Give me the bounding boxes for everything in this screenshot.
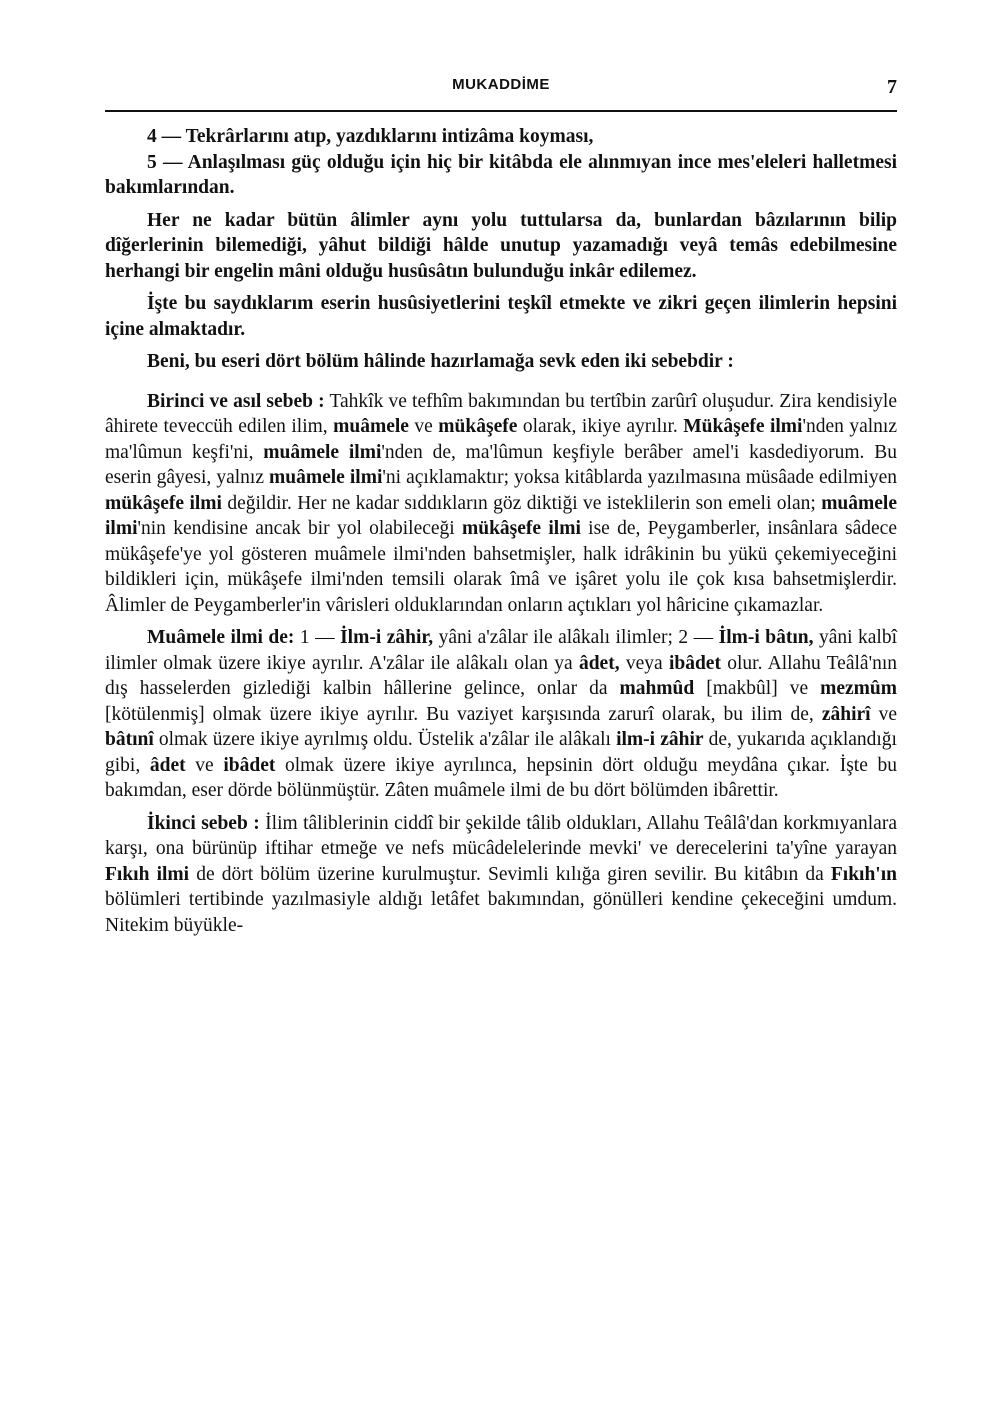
bold-text-run: âdet, xyxy=(578,652,620,674)
bold-text-run: mükâşefe ilmi xyxy=(462,518,581,539)
bold-text-run: mükâşefe xyxy=(438,416,518,437)
bold-text-run: İşte bu saydıklarım eserin husûsiyetlerini teşkîl etmekte ve zikri geçen ilimlerin hepsini içine almaktadır. xyxy=(105,293,897,340)
bold-text-run: Beni, bu eseri dört bölüm hâlinde hazırlamağa sevk eden iki sebebdir : xyxy=(147,351,734,372)
bold-text-run: Muâmele ilmi de: xyxy=(147,627,295,648)
bold-text-run: muâmele ilmi xyxy=(269,467,383,488)
text-run: ve xyxy=(185,754,224,776)
bold-text-run: Fıkıh'ın xyxy=(830,863,897,885)
bold-text-run: mezmûm xyxy=(820,678,897,699)
text-run: ise de, Peygamberler, insânlara sâdece mükâşefe'ye yol gösteren muâmele ilmi'nden bahsetmişler, halk idrâkinin bu yükü çekemiyeceğini bildikleri için, mükâşefe ilmi'nden temsili olarak îmâ ve işâret yolu ile çok kısa bahsetmişlerdir. Âlimler de Peygamberler'in vârisleri olduklarından onların açtıkları yol hâricine çıkamazlar. xyxy=(105,518,897,616)
text-run: yâni kalbî ilimler olmak üzere ikiye ayrılır. A'zâlar ile alâkalı olan ya xyxy=(105,627,897,674)
paragraph-item-5 xyxy=(105,150,897,201)
paragraph-second-reason xyxy=(105,811,897,939)
text-run: veya xyxy=(619,652,669,674)
bold-text-run: mükâşefe ilmi xyxy=(105,492,222,514)
paragraph xyxy=(105,208,897,285)
bold-text-run: Birinci ve asıl sebeb : xyxy=(147,390,325,412)
bold-text-run: 4 — Tekrârlarını atıp, yazdıklarını intizâma koyması, xyxy=(147,126,594,147)
paragraph-first-reason xyxy=(105,389,897,619)
paragraph-item-4 xyxy=(105,124,897,150)
bold-text-run: Her ne kadar bütün âlimler aynı yolu tuttularsa da, bunlardan bâzılarının bilip dîğerlerinin bilemediği, yâhut bildiği hâlde unutup yazamadığı veyâ temâs edebilmesine herhangi bir engelin mâni olduğu husûsâtın bulunduğu inkâr edilemez. xyxy=(105,209,897,282)
text-run: değildir. Her ne kadar sıddıkların göz diktiği ve isteklilerin son emeli olan; xyxy=(221,492,822,514)
text-run: 1 — xyxy=(294,627,341,648)
header-rule xyxy=(105,110,897,112)
text-run: olmak üzere ikiye ayrılmış oldu. Üstelik a'zâlar ile alâkalı xyxy=(153,729,617,750)
text-run: de dört bölüm üzerine kurulmuştur. Sevimli kılığa giren sevilir. Bu kitâbın da xyxy=(189,863,831,885)
text-run: yâni a'zâlar ile alâkalı ilimler; 2 — xyxy=(433,627,719,648)
text-run: bölümleri tertibinde yazılmasiyle aldığı letâfet bakımından, gönülleri kendine çekeceğini umdum. Nitekim büyükle- xyxy=(105,889,897,936)
text-run: ve xyxy=(870,703,898,725)
bold-text-run: İlm-i zâhir, xyxy=(340,627,434,648)
text-run: [kötülenmiş] olmak üzere ikiye ayrılır. Bu vaziyet karşısında zarurî olarak, bu ilim de, xyxy=(105,703,822,725)
bold-text-run: muâmele ilmi xyxy=(263,441,382,463)
text-run: 'nin kendisine ancak bir yol olabileceği xyxy=(137,518,462,539)
header-title: MUKADDİME xyxy=(452,76,550,93)
text-run: İlim tâliblerinin ciddî bir şekilde tâlib oldukları, Allahu Teâlâ'dan korkmıyanlara karşı, ona bürünüp iftihar etmeğe ve nefs mücâdelelerinde mevki' ve derecelerini ta'yîne yarayan xyxy=(105,812,897,859)
bold-text-run: Mükâşefe ilmi xyxy=(683,416,803,437)
bold-text-run: mahmûd xyxy=(619,678,695,699)
bold-text-run: ilm-i zâhir xyxy=(616,729,704,750)
text-run: olmak üzere ikiye ayrılınca, hepsinin dört olduğu meydâna çıkar. İşte bu bakımdan, eser dörde bölünmüştür. Zâten muâmele ilmi de bu dört bölümden ibârettir. xyxy=(105,754,898,801)
bold-text-run: bâtınî xyxy=(105,729,154,750)
bold-text-run: ibâdet xyxy=(223,754,276,776)
body-text xyxy=(105,124,897,938)
bold-text-run: Fıkıh ilmi xyxy=(105,863,190,885)
text-run: [makbûl] ve xyxy=(694,678,821,699)
bold-text-run: İkinci sebeb : xyxy=(147,812,260,834)
bold-text-run: İlm-i bâtın, xyxy=(718,627,814,648)
bold-text-run: âdet xyxy=(149,754,186,776)
bold-text-run: 5 — Anlaşılması güç olduğu için hiç bir kitâbda ele alınmıyan ince mes'eleleri halletmesi bakımlarından. xyxy=(105,151,897,198)
bold-text-run: ibâdet xyxy=(668,652,721,674)
text-run: ve xyxy=(408,416,439,437)
text-run: 'nden yalnız ma'lûmun keşfi'ni, xyxy=(105,416,897,463)
text-run: Tahkîk ve tefhîm bakımından bu tertîbin zarûrî oluşudur. Zira kendisiyle âhirete teveccüh edilen ilim, xyxy=(105,390,897,437)
text-run: olur. Allahu Teâlâ'nın dış hasselerden gizlediği kalbin hâllerine gelince, onlar da xyxy=(105,652,897,699)
bold-text-run: muâmele ilmi xyxy=(105,492,897,539)
bold-text-run: muâmele xyxy=(333,416,409,437)
paragraph xyxy=(105,291,897,342)
text-run: 'ni açıklamaktır; yoksa kitâblarda yazılmasına müsâade edilmiyen xyxy=(382,467,897,488)
bold-text-run: zâhirî xyxy=(821,703,871,725)
page-number: 7 xyxy=(887,76,897,98)
paragraph-muamele xyxy=(105,625,897,804)
text-run: 'nden de, ma'lûmun keşfiyle berâber amel'i kasdediyorum. Bu eserin gâyesi, yalnız xyxy=(105,441,897,488)
text-run: olarak, ikiye ayrılır. xyxy=(517,416,684,437)
running-header xyxy=(105,76,897,106)
paragraph xyxy=(105,349,897,375)
text-run: de, yukarıda açıklandığı gibi, xyxy=(105,729,897,776)
